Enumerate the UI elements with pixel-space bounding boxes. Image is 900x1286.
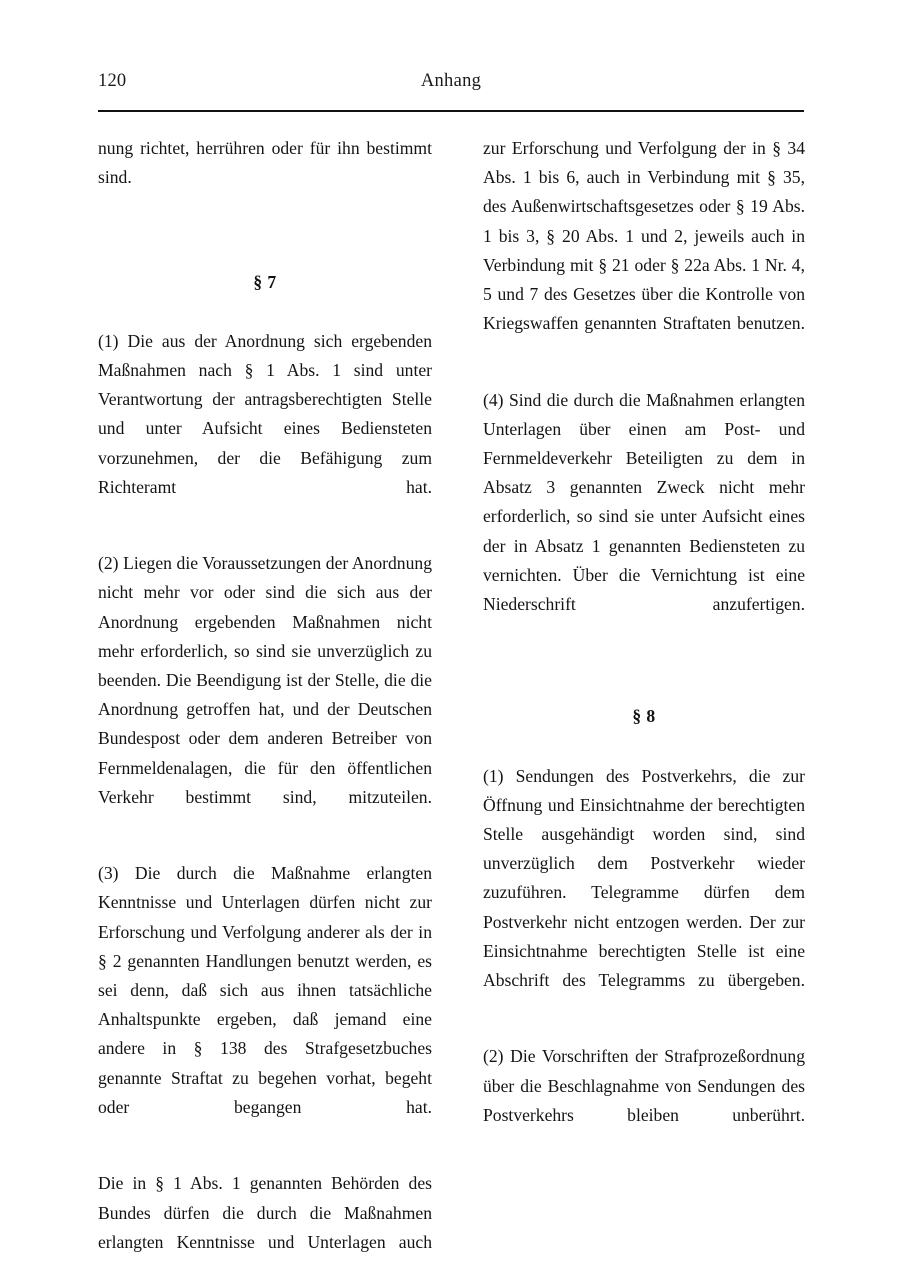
paragraph-7-3-continuation: zur Erforschung und Verfolgung der in § 34 Abs. 1 bis 6, auch in Verbindung mit § 35, des Außenwirtschaftsgesetzes oder § 19 Abs. 1 bis 3, § 20 Abs. 1 und 2, jeweils auch in Verbindung mit § 21 oder § 22a Abs. 1 Nr. 4, 5 und 7 des Gesetzes über die Kontrolle von Kriegswaffen genannten Straftaten benutzen. bbox=[483, 138, 805, 334]
section-heading-7: § 7 bbox=[253, 271, 277, 292]
paragraph-7-1: (1) Die aus der Anordnung sich ergebenden Maßnahmen nach § 1 Abs. 1 sind unter Verantwortung der antragsberechtigten Stelle und unter Aufsicht eines Bediensteten vorzunehmen, der die Befähigung zum Richteramt hat. bbox=[98, 330, 432, 497]
paragraph-7-4: (4) Sind die durch die Maßnahmen erlangten Unterlagen über einen am Post- und Fernmeldeverkehr Beteiligten zu dem in Absatz 3 genannten Zweck nicht mehr erforderlich, so sind sie unter Aufsicht eines der in Absatz 1 genannten Bediensteten zu vernichten. Über die Vernichtung ist eine Niederschrift anzufertigen. bbox=[483, 389, 805, 615]
running-head bbox=[98, 68, 804, 94]
section-heading-8: § 8 bbox=[632, 706, 656, 727]
column-left bbox=[98, 134, 432, 1286]
paragraph-continuation: nung richtet, herrühren oder für ihn bestimmt sind. bbox=[98, 138, 432, 188]
paragraph-8-2: (2) Die Vorschriften der Strafprozeßordnung über die Beschlagnahme von Sendungen des Postverkehrs bleiben unberührt. bbox=[483, 1046, 805, 1125]
header-rule bbox=[98, 110, 804, 112]
running-title: Anhang bbox=[420, 71, 482, 91]
paragraph-7-3: (3) Die durch die Maßnahme erlangten Kenntnisse und Unterlagen dürfen nicht zur Erforschung und Verfolgung anderer als der in § 2 genannten Handlungen benutzt werden, es sei denn, daß sich aus ihnen tatsächliche Anhaltspunkte ergeben, daß jemand eine andere in § 138 des Strafgesetzbuches genannte Straftat zu begehen vorhat, begeht oder begangen hat. bbox=[98, 863, 432, 1117]
paragraph-8-1: (1) Sendungen des Postverkehrs, die zur Öffnung und Einsichtnahme der berechtigten Stelle ausgehändigt worden sind, sind unverzüglich dem Postverkehr wieder zuzuführen. Telegramme dürfen dem Postverkehr nicht entzogen werden. Der zur Einsichtnahme berechtigten Stelle ist eine Abschrift des Telegramms zu übergeben. bbox=[483, 765, 805, 991]
column-right bbox=[483, 134, 805, 1159]
paragraph-7-2: (2) Liegen die Voraussetzungen der Anordnung nicht mehr vor oder sind die sich aus der Anordnung ergebenden Maßnahmen nicht mehr erforderlich, so sind sie unverzüglich zu beenden. Die Beendigung ist der Stelle, die die Anordnung getroffen hat, und der Deutschen Bundespost oder dem anderen Betreiber von Fernmeldenalagen, die für den öffentlichen Verkehr bestimmt sind, mitzuteilen. bbox=[98, 553, 432, 807]
page-number: 120 bbox=[98, 71, 127, 91]
paragraph-7-3-continued: Die in § 1 Abs. 1 genannten Behörden des Bundes dürfen die durch die Maßnahmen erlangten Kenntnisse und Unterlagen auch bbox=[98, 1173, 432, 1252]
